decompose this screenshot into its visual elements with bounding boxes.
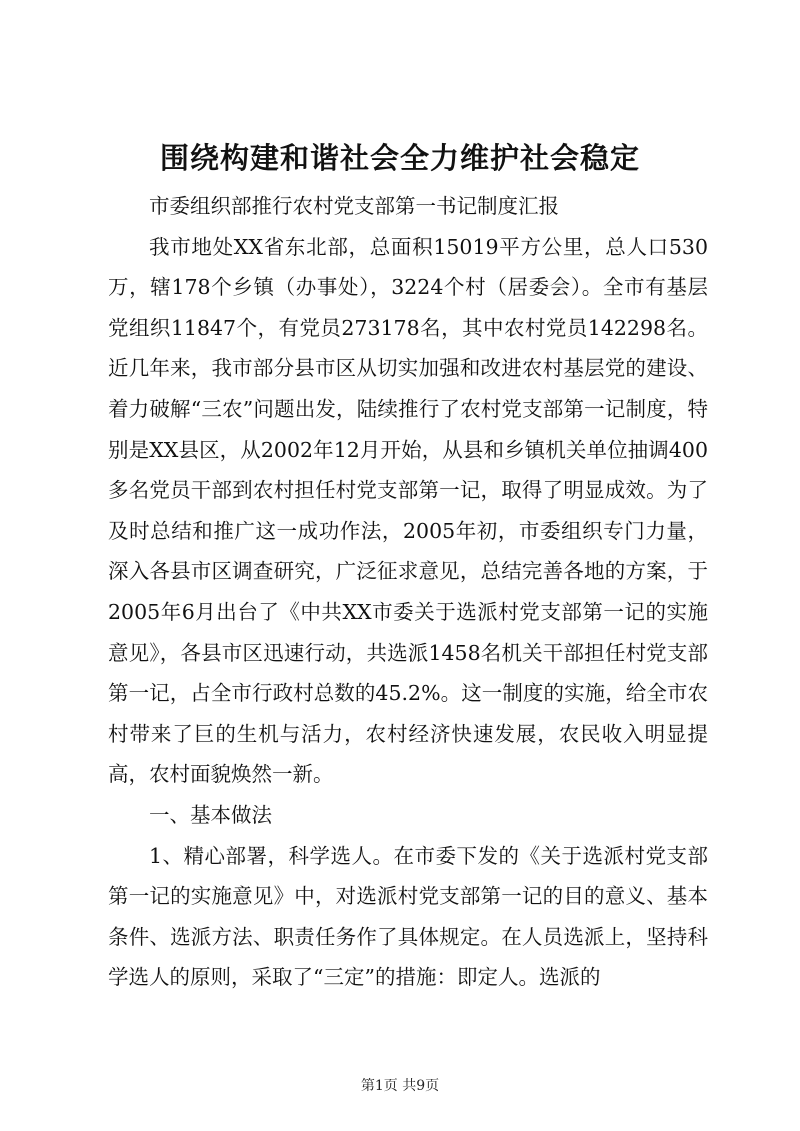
body-paragraph: 我市地处XX省东北部，总面积15019平方公里，总人口530万，辖178个乡镇（办事处），3224个村（居委会）。全市有基层党组织11847个，有党员273178名，其中农村党员142298名。近几年来，我市部分县市区从切实加强和改进农村基层党的建设、着力破解“三农”问题出发，陆续推行了农村党支部第一记制度，特别是XX县区，从2002年12月开始，从县和乡镇机关单位抽调400多名党员干部到农村担任村党支部第一记，取得了明显成效。为了及时总结和推广这一成功作法，2005年初，市委组织专门力量，深入各县市区调查研究，广泛征求意见，总结完善各地的方案，于2005年6月出台了《中共XX市委关于选派村党支部第一记的实施意见》，各县市区迅速行动，共选派1458名机关干部担任村党支部第一记，占全市行政村总数的45.2%。这一制度的实施，给全市农村带来了巨的生机与活力，农村经济快速发展，农民收入明显提高，农村面貌焕然一新。: [108, 234, 708, 787]
document-title: 围绕构建和谐社会全力维护社会稳定: [159, 141, 640, 175]
subtitle-paragraph: 市委组织部推行农村党支部第一书记制度汇报: [149, 194, 559, 218]
page-number-footer: 第1页 共9页: [360, 1078, 440, 1094]
body-paragraph: 1、精心部署，科学选人。在市委下发的《关于选派村党支部第一记的实施意见》中，对选派村党支部第一记的目的意义、基本条件、选派方法、职责任务作了具体规定。在人员选派上，坚持科学选人的原则，采取了“三定”的措施：即定人。选派的: [108, 843, 708, 990]
document-body: [108, 186, 708, 998]
section-heading: 一、基本做法: [149, 802, 272, 827]
